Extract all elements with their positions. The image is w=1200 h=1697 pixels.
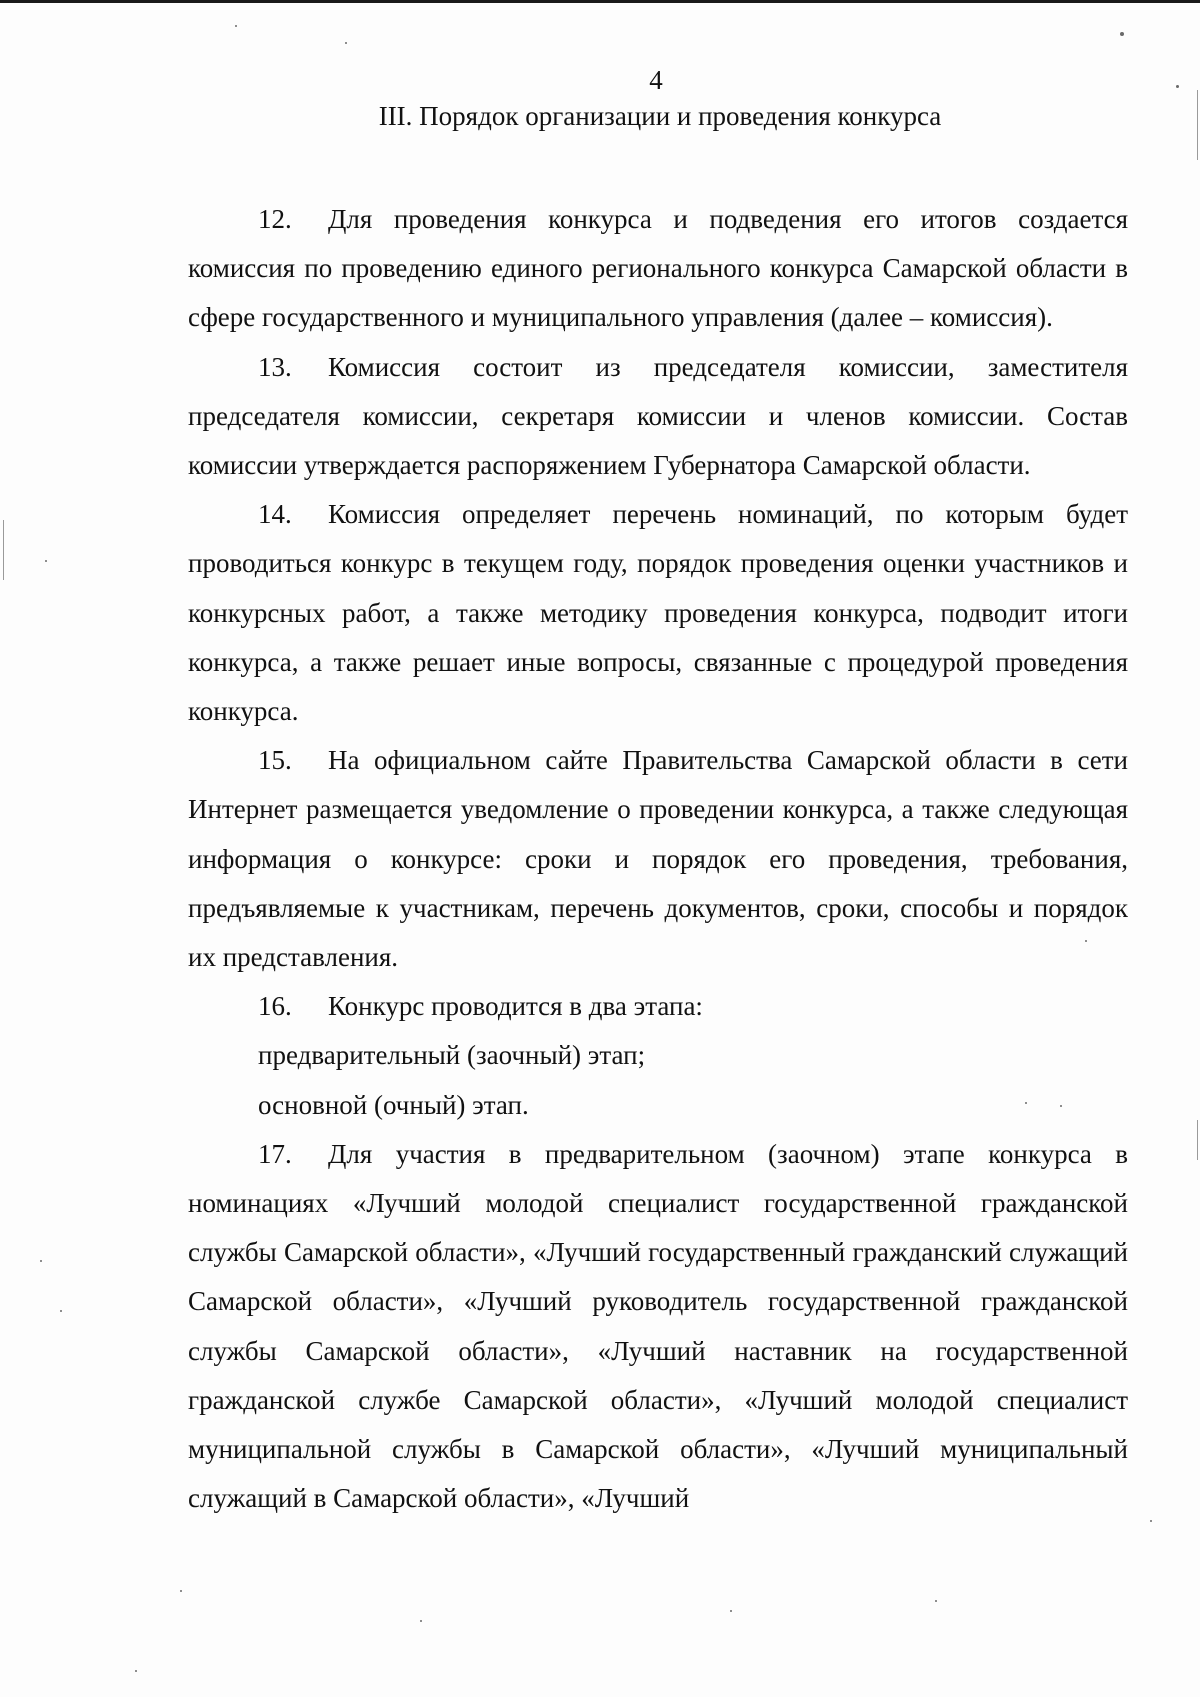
paragraph-number: 15. (258, 745, 292, 776)
scan-speck (345, 42, 347, 44)
paragraph-number: 14. (258, 499, 292, 530)
paragraph-text: Комиссия состоит из председателя комиссии, заместителя председателя комиссии, секретаря комиссии и членов комиссии. Состав комиссии утверждается распоряжением Губернатора Самарской области. (188, 351, 1128, 481)
scan-speck (235, 25, 237, 27)
scan-speck (60, 1310, 62, 1312)
scan-speck (1060, 1105, 1062, 1107)
scan-speck (935, 1600, 937, 1602)
paragraph-13 (188, 343, 1128, 491)
scan-edge-mark (3, 520, 4, 580)
paragraph-number: 13. (258, 351, 292, 382)
scan-edge-mark (1197, 90, 1198, 160)
paragraph-number: 17. (258, 1138, 292, 1169)
stage-item: предварительный (заочный) этап; (258, 1040, 646, 1071)
paragraph-text: Конкурс проводится в два этапа: (328, 991, 703, 1022)
paragraph-number: 12. (258, 204, 292, 234)
paragraph-15 (188, 736, 1128, 982)
paragraph-number: 16. (258, 991, 292, 1022)
scan-speck (180, 1590, 182, 1592)
scan-speck (45, 560, 47, 562)
scan-speck (1085, 940, 1087, 942)
scan-speck (1150, 1520, 1152, 1522)
scan-speck (40, 1260, 42, 1262)
paragraph-17 (188, 1130, 1128, 1524)
paragraph-12 (188, 195, 1128, 343)
paragraph-text: Комиссия определяет перечень номинаций, по которым будет проводиться конкурс в текущем году, порядок проведения оценки участников и конкурсных работ, а также методику проведения конкурса, подводит итоги конкурса, а также решает иные вопросы, связанные с процедурой проведения конкурса. (188, 499, 1128, 727)
scan-speck (1176, 85, 1179, 88)
paragraph-text: На официальном сайте Правительства Самарской области в сети Интернет размещается уведомление о проведении конкурса, а также следующая информация о конкурсе: сроки и порядок его проведения, требования, предъявляемые к участникам, перечень документов, сроки, способы и порядок их представления. (188, 745, 1128, 973)
page-number: 4 (649, 65, 663, 95)
scan-speck (135, 1670, 137, 1672)
paragraph-text: Для проведения конкурса и подведения его итогов создается комиссия по проведению единого регионального конкурса Самарской области в сфере государственного и муниципального управления (далее – комиссия). (188, 204, 1128, 333)
scan-speck (730, 1610, 732, 1612)
scan-speck (1120, 32, 1124, 36)
scan-speck (1025, 1102, 1027, 1104)
section-title: III. Порядок организации и проведения конкурса (378, 101, 942, 131)
stage-item: основной (очный) этап. (258, 1089, 529, 1120)
scan-speck (420, 1620, 422, 1622)
paragraph-14 (188, 490, 1128, 736)
document-body (188, 195, 1128, 1523)
paragraph-text: Для участия в предварительном (заочном) этапе конкурса в номинациях «Лучший молодой специалист государственной гражданской службы Самарской области», «Лучший государственный гражданский служащий Самарской области», «Лучший руководитель государственной гражданской службы Самарской области», «Лучший наставник на государственной гражданской службе Самарской области», «Лучший молодой специалист муниципальной службы в Самарской области», «Лучший муниципальный служащий в Самарской области», «Лучший (188, 1138, 1128, 1514)
paragraph-16 (188, 982, 1128, 1031)
scan-edge-mark (1197, 1120, 1198, 1160)
scan-top-edge (0, 0, 1200, 3)
